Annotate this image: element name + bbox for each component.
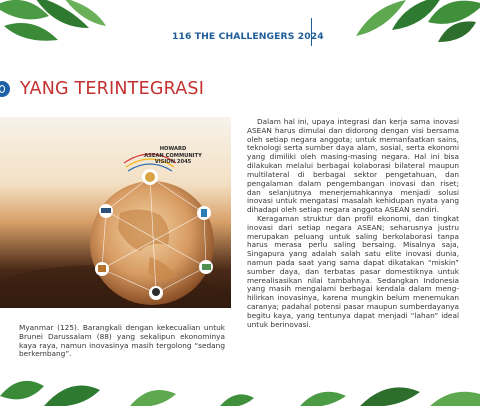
section-title: YANG TERINTEGRASI: [20, 79, 205, 99]
paragraph-1: Dalam hal ini, upaya integrasi dan kerja sama inovasi ASEAN harus dimulai dan didorong dengan visi bersama oleh setiap negara anggota; untuk memanfaatkan sains, teknologi serta sumber daya alam, sosial, serta ekonomi yang dimiliki oleh masing-masing negara. Hal ini bisa dilakukan melalui berbagai kolaborasi bilateral maupun multilateral di berbagai sektor pengetahuan, dan pengalaman dalam pengembangan inovasi dan riset; dan selanjutnya menerjemahkannya menjadi solusi inovasi untuk mengatasi masalah kehidupan nyata yang dihadapi oleh setiap negara anggota ASEAN sendiri.: [247, 117, 459, 215]
leaf-decoration-top-left: [0, 0, 114, 44]
running-header: 116 THE CHALLENGERS 2024: [172, 31, 324, 42]
left-column-text: Myanmar (125). Barangkali dengan kekecualian untuk Brunei Darussalam (88) yang sekalipun ekonominya kaya raya, namun inovasinya masih tergolong “sedang berkembang”.: [19, 323, 225, 359]
right-column-text: [247, 118, 459, 330]
paragraph-2: Keragaman struktur dan profil ekonomi, dan tingkat inovasi dari setiap negara ASEAN; seharusnya justru merupakan peluang untuk saling berkolaborasi tanpa harus merasa perlu saling bersaing. Misalnya saja, Singapura yang adalah salah satu elite inovasi dunia, namun pada saat yang sama dapat dikatakan “miskin” sumber daya, dan terbatas pasar domestiknya untuk merealisasikan nilai tambahnya. Sedangkan Indonesia yang masih mengalami berbagai kendala dalam menghilirkan inovasinya, karena mungkin belum menemukan caranya; padahal potensi pasar maupun sumberdayanya begitu kaya, yang tentunya dapat menjadi “lahan” ideal untuk berinovasi.: [247, 213, 459, 329]
asean-globe-figure: [0, 117, 231, 308]
figure-label-line3: VISION 2045: [154, 159, 192, 165]
figure-label-line2: ASEAN COMMUNITY: [144, 152, 202, 159]
figure-label-line1: HOWARD: [159, 146, 187, 152]
section-bullet-icon: [0, 81, 10, 97]
leaf-decoration-top-right: [346, 0, 480, 44]
leaf-decoration-bottom: [0, 366, 480, 406]
figure-caption-label: [128, 146, 218, 166]
